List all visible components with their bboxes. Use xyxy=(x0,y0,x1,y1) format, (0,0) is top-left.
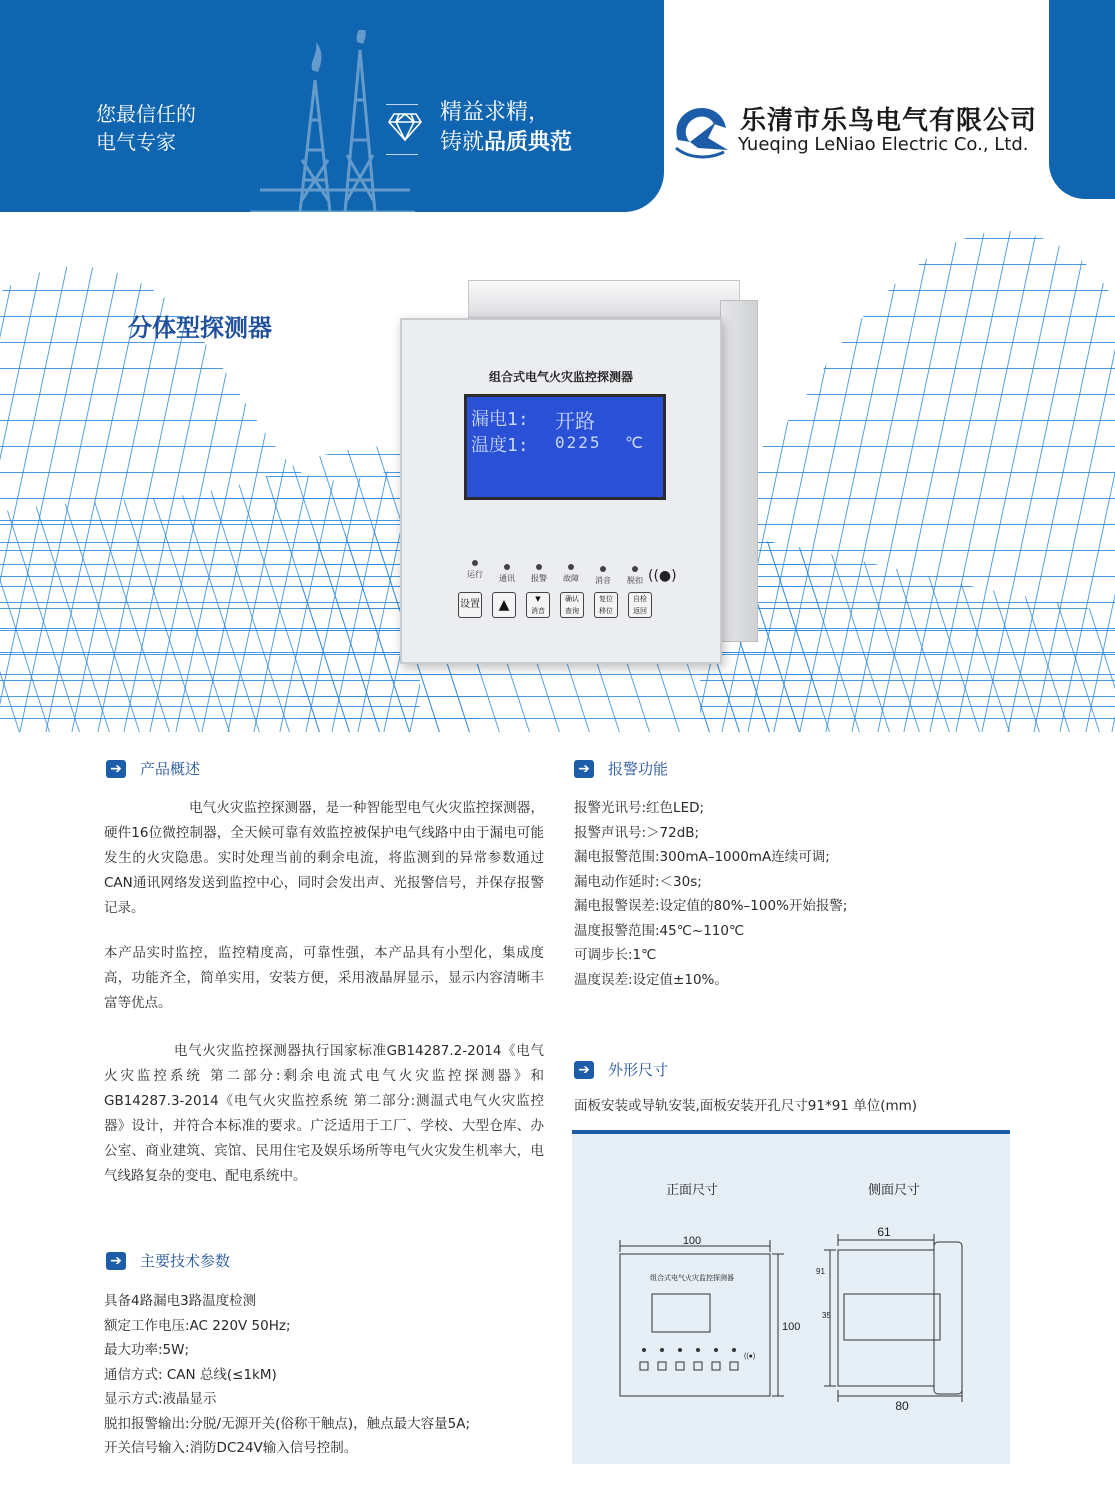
key-label: ▼ xyxy=(535,595,541,603)
led-fault xyxy=(554,564,588,584)
arrow-right-icon: ➔ xyxy=(574,1061,594,1079)
front-key xyxy=(694,1362,702,1370)
overview-heading xyxy=(106,758,200,779)
arrow-right-icon: ➔ xyxy=(106,760,126,778)
side-front-panel-outline xyxy=(934,1242,962,1394)
front-led xyxy=(678,1348,682,1352)
led-dot xyxy=(568,564,574,570)
slogan-left xyxy=(96,100,196,156)
led-label: 故障 xyxy=(563,574,579,583)
down-mute-button[interactable] xyxy=(526,592,550,618)
led-alarm xyxy=(522,564,556,584)
key-label: ▲ xyxy=(498,597,510,613)
overview-title: 产品概述 xyxy=(140,760,201,778)
company-name-en: Yueqing LeNiao Electric Co., Ltd. xyxy=(738,134,1029,155)
dimension-drawing xyxy=(572,1134,1010,1464)
front-height-value: 100 xyxy=(782,1321,801,1333)
front-buzzer-icon: ((●) xyxy=(744,1353,756,1360)
selftest-return-button[interactable] xyxy=(628,592,652,618)
arrow-right-icon: ➔ xyxy=(106,1252,126,1270)
specs-title: 主要技术参数 xyxy=(140,1252,231,1270)
overview-paragraph-1: 电气火灾监控探测器，是一种智能型电气火灾监控探测器，硬件16位微控制器，全天候可靠有效监控被保护电气线路中由于漏电可能发生的火灾隐患。实时处理当前的剩余电流，将监测到的异常参数通过CAN通讯网络发送到监控中心，同时会发出声、光报警信号，并保存报警记录。 xyxy=(104,800,544,916)
overview-paragraph-2: 本产品实时监控，监控精度高，可靠性强，本产品具有小型化，集成度高，功能齐全，简单实用，安装方便，采用液晶屏显示，显示内容清晰丰富等优点。 xyxy=(104,945,544,1011)
dimensions-description: 面板安装或导轨安装,面板安装开孔尺寸91*91 单位(mm) xyxy=(574,1098,918,1114)
led-label: 消音 xyxy=(595,576,611,585)
key-label: 自检 xyxy=(633,595,647,603)
reset-shift-button[interactable] xyxy=(594,592,618,618)
alarm-heading xyxy=(574,758,668,779)
alarm-item: 报警光讯号:红色LED; xyxy=(574,800,705,816)
keypad xyxy=(458,592,658,622)
front-led xyxy=(732,1348,736,1352)
front-width-value: 100 xyxy=(682,1235,702,1247)
slogan-right-bold: 品质典范 xyxy=(484,130,573,155)
arrow-right-icon: ➔ xyxy=(574,760,594,778)
slogan-right-line1: 精益求精， xyxy=(440,100,551,125)
side-rail-value: 35 xyxy=(822,1311,831,1320)
specs-heading xyxy=(106,1250,230,1271)
device-side-housing xyxy=(720,300,758,642)
slogan-right-line2 xyxy=(440,128,572,158)
dimensions-title: 外形尺寸 xyxy=(608,1061,669,1079)
led-dot xyxy=(600,566,606,572)
buzzer-icon: ((●) xyxy=(648,568,677,584)
led-label: 通讯 xyxy=(499,574,515,583)
spec-item: 开关信号输入:消防DC24V输入信号控制。 xyxy=(104,1440,358,1456)
front-device-name: 组合式电气火灾监控探测器 xyxy=(650,1275,734,1282)
spec-item: 额定工作电压:AC 220V 50Hz; xyxy=(104,1317,291,1334)
specs-list xyxy=(104,1289,470,1461)
front-key xyxy=(676,1362,684,1370)
front-key xyxy=(658,1362,666,1370)
front-led xyxy=(696,1348,700,1352)
spec-item: 通信方式: CAN 总线(≤1kM) xyxy=(104,1366,277,1383)
led-label: 脱扣 xyxy=(627,576,643,585)
lcd-row2-value: 0225 xyxy=(555,433,602,452)
product-title: 分体型探测器 xyxy=(128,314,272,342)
led-label: 报警 xyxy=(531,574,547,583)
led-dot xyxy=(632,566,638,572)
led-comm xyxy=(490,564,524,584)
front-view-label: 正面尺寸 xyxy=(665,1182,719,1197)
company-logo-icon xyxy=(668,100,732,162)
alarm-item: 漏电报警误差:设定值的80%–100%开始报警; xyxy=(574,898,848,914)
alarm-title: 报警功能 xyxy=(608,760,669,778)
side-depth-top-value: 61 xyxy=(877,1225,891,1239)
dimensions-heading xyxy=(574,1059,668,1080)
alarm-item: 报警声讯号:＞72dB; xyxy=(574,824,700,841)
overview-paragraph-3: 电气火灾监控探测器执行国家标准GB14287.2-2014《电气火灾监控系统 第二部分:剩余电流式电气火灾监控探测器》和GB14287.3-2014《电气火灾监控系统 第二部分:测温式电气火灾监控器》设计，并符合本标准的要求。广泛适用于工厂、学校、大型仓库、办公室、商业建筑、宾馆、民用住宅及娱乐场所等电气火灾发生机率大，电气线路复杂的变电、配电系统中。 xyxy=(104,1043,544,1184)
confirm-query-button[interactable] xyxy=(560,592,584,618)
key-label: 确认 xyxy=(565,595,579,603)
lcd-row1-value: 开路 xyxy=(555,409,595,433)
side-height-value: 91 xyxy=(816,1267,825,1276)
key-label: 移位 xyxy=(599,607,613,615)
device-name: 组合式电气火灾监控探测器 xyxy=(488,370,633,384)
header-banner xyxy=(0,0,664,212)
spec-item: 显示方式:液晶显示 xyxy=(104,1391,217,1407)
divider xyxy=(386,104,418,105)
front-key xyxy=(712,1362,720,1370)
divider xyxy=(386,154,418,155)
slogan-right xyxy=(440,98,572,158)
led-mute xyxy=(586,566,620,586)
front-key xyxy=(640,1362,648,1370)
alarm-list xyxy=(574,796,847,992)
front-lcd-outline xyxy=(652,1294,710,1332)
alarm-item: 温度报警范围:45℃~110℃ xyxy=(574,922,745,939)
up-button[interactable] xyxy=(492,592,516,618)
header-corner xyxy=(1049,0,1115,199)
led-trip xyxy=(618,566,652,586)
front-key xyxy=(730,1362,738,1370)
key-label: 返回 xyxy=(633,607,647,615)
company-name-cn: 乐清市乐鸟电气有限公司 xyxy=(740,106,1038,136)
spec-item: 脱扣报警输出:分脱/无源开关(俗称干触点)，触点最大容量5A; xyxy=(104,1415,471,1432)
spec-item: 具备4路漏电3路温度检测 xyxy=(104,1293,257,1309)
alarm-item: 漏电报警范围:300mA–1000mA连续可调; xyxy=(574,849,830,865)
status-leds xyxy=(458,560,658,586)
key-label: 复位 xyxy=(599,595,613,603)
key-label: 设置 xyxy=(460,599,480,610)
front-led xyxy=(714,1348,718,1352)
front-led xyxy=(642,1348,646,1352)
lcd-row2-label: 温度1: xyxy=(471,435,529,456)
alarm-item: 温度误差:设定值±10%。 xyxy=(574,971,728,988)
key-label: 消音 xyxy=(531,607,545,615)
key-label: 查询 xyxy=(565,607,579,615)
led-dot xyxy=(504,564,510,570)
led-run xyxy=(458,560,492,580)
device-front-panel xyxy=(400,318,722,664)
led-label: 运行 xyxy=(467,570,483,579)
slogan-right-text: 铸就 xyxy=(440,130,485,155)
set-button[interactable] xyxy=(458,592,482,618)
device-top-housing xyxy=(468,280,740,318)
alarm-item: 漏电动作延时:＜30s; xyxy=(574,873,702,890)
alarm-item: 可调步长:1℃ xyxy=(574,947,657,963)
diamond-icon xyxy=(388,112,422,142)
lcd-screen xyxy=(464,394,666,500)
slogan-left-line1: 您最信任的 xyxy=(96,102,196,126)
side-rail-outline xyxy=(844,1294,940,1340)
led-dot xyxy=(536,564,542,570)
lcd-row2-unit: ℃ xyxy=(625,433,643,452)
side-body-outline xyxy=(838,1250,934,1386)
led-dot xyxy=(472,560,478,566)
spec-item: 最大功率:5W; xyxy=(104,1342,190,1358)
slogan-left-line2: 电气专家 xyxy=(96,130,176,154)
lcd-row1-label: 漏电1: xyxy=(471,409,529,430)
side-view-label: 侧面尺寸 xyxy=(867,1182,921,1197)
front-led xyxy=(660,1348,664,1352)
side-depth-bottom-value: 80 xyxy=(895,1399,909,1413)
